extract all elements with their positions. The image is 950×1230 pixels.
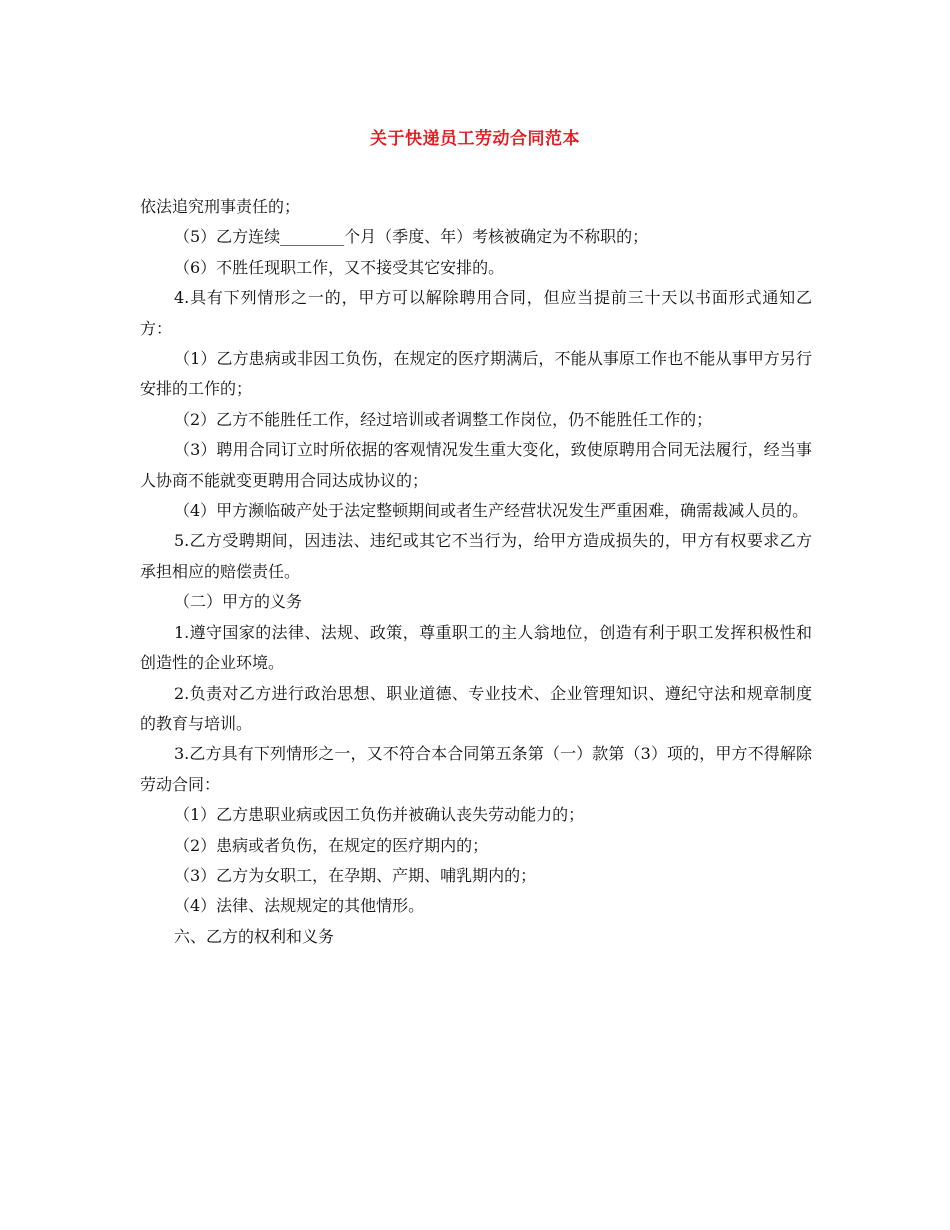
paragraph: 2.负责对乙方进行政治思想、职业道德、专业技术、企业管理知识、遵纪守法和规章制度的教育与培训。	[140, 683, 812, 733]
document-title: 关于快递员工劳动合同范本	[370, 129, 580, 149]
document-body	[140, 192, 812, 952]
paragraph: （1）乙方患职业病或因工负伤并被确认丧失劳动能力的；	[174, 805, 585, 825]
paragraph: （4）甲方濒临破产处于法定整顿期间或者生产经营状况发生严重困难，确需裁减人员的。	[174, 501, 809, 521]
paragraph: （3）聘用合同订立时所依据的客观情况发生重大变化，致使原聘用合同无法履行，经当事人协商不能就变更聘用合同达成协议的；	[140, 440, 812, 490]
paragraph: （2）患病或者负伤，在规定的医疗期内的；	[174, 835, 489, 855]
paragraph: （3）乙方为女职工，在孕期、产期、哺乳期内的；	[174, 865, 537, 885]
section-heading: 六、乙方的权利和义务	[174, 926, 335, 946]
paragraph: 1.遵守国家的法律、法规、政策，尊重职工的主人翁地位，创造有利于职工发挥积极性和创造性的企业环境。	[140, 622, 812, 673]
paragraph: （4）法律、法规规定的其他情形。	[174, 896, 425, 916]
paragraph: 3.乙方具有下列情形之一，又不符合本合同第五条第（一）款第（3）项的，甲方不得解除劳动合同：	[140, 744, 812, 794]
paragraph: 5.乙方受聘期间，因违法、违纪或其它不当行为，给甲方造成损失的，甲方有权要求乙方承担相应的赔偿责任。	[140, 531, 812, 581]
paragraph: （6）不胜任现职工作，又不接受其它安排的。	[174, 257, 505, 277]
paragraph: （5）乙方连续________个月（季度、年）考核被确定为不称职的；	[174, 227, 649, 247]
paragraph: （1）乙方患病或非因工负伤，在规定的医疗期满后，不能从事原工作也不能从事甲方另行安排的工作的；	[140, 349, 812, 399]
paragraph: 4.具有下列情形之一的，甲方可以解除聘用合同，但应当提前三十天以书面形式通知乙方：	[140, 288, 812, 338]
section-heading: （二）甲方的义务	[174, 592, 303, 612]
paragraph: （2）乙方不能胜任工作，经过培训或者调整工作岗位，仍不能胜任工作的；	[174, 409, 713, 429]
paragraph: 依法追究刑事责任的；	[140, 197, 301, 216]
